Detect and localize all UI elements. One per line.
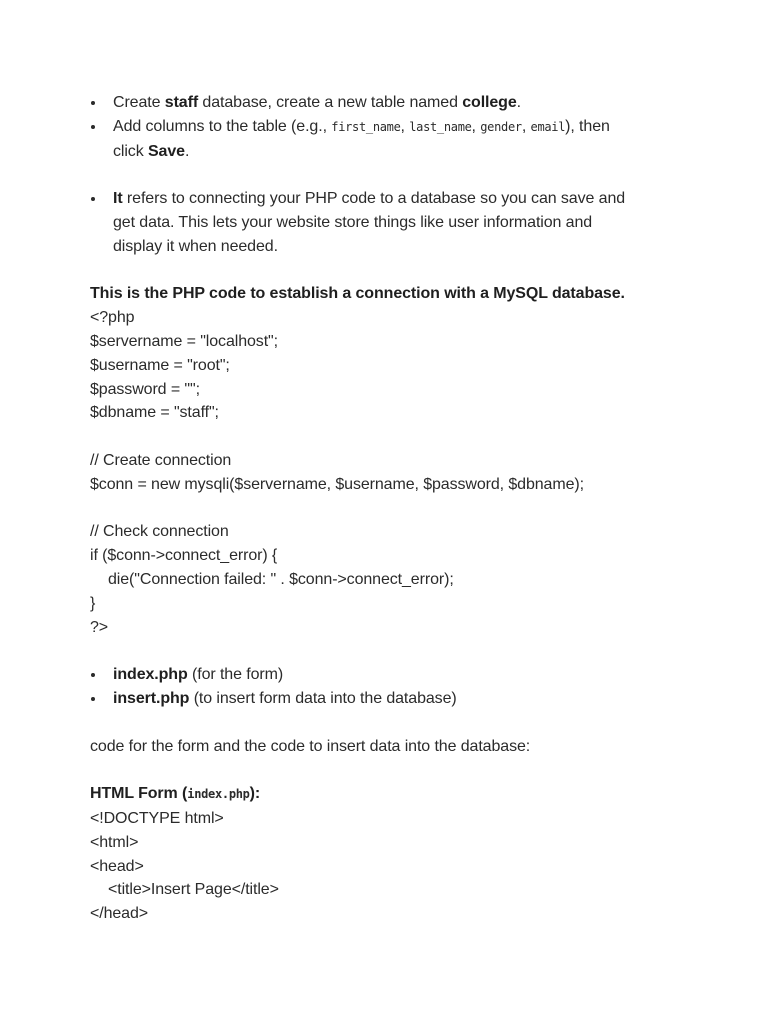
text: database, create a new table named	[198, 94, 463, 111]
text: Add columns to the table (e.g.,	[113, 117, 332, 135]
text: ,	[521, 117, 531, 135]
code-line: <head>	[90, 857, 144, 875]
code-line: <!DOCTYPE html>	[90, 809, 224, 827]
list-item	[90, 663, 690, 687]
text: .	[184, 142, 190, 160]
code-line: // Create connection	[90, 451, 232, 469]
text-bold: It	[113, 190, 123, 208]
code-line: $servername = "localhost";	[90, 332, 278, 350]
php-heading: This is the PHP code to establish a connection with a MySQL database.	[90, 285, 625, 303]
text: ), then	[565, 117, 610, 135]
file-name: index.php	[113, 666, 188, 684]
code-line: die("Connection failed: " . $conn->connect_error);	[108, 570, 454, 588]
list-item	[90, 187, 690, 258]
column-name: first_name	[331, 119, 401, 134]
code-line: $username = "root";	[90, 356, 230, 374]
intro-text: code for the form and the code to insert data into the database:	[90, 737, 531, 755]
code-line: $conn = new mysqli($servername, $username, $password, $dbname);	[90, 475, 584, 493]
setup-steps-list	[90, 91, 690, 163]
code-line: }	[90, 594, 96, 612]
list-item	[90, 687, 690, 711]
code-line: <html>	[90, 833, 139, 851]
code-line: <title>Insert Page</title>	[108, 881, 279, 899]
text: get data. This lets your website store things like user information and	[113, 213, 593, 231]
code-line: if ($conn->connect_error) {	[90, 547, 278, 565]
file-name-code: index.php	[187, 787, 250, 802]
column-name: last_name	[409, 119, 472, 134]
code-line: <?php	[90, 309, 135, 327]
file-name: insert.php	[113, 689, 190, 707]
text: Create	[113, 94, 165, 111]
column-name: email	[530, 119, 566, 134]
explanation-list	[90, 187, 690, 258]
table-name: college	[462, 94, 517, 111]
column-name: gender	[480, 119, 522, 134]
code-block-connection	[90, 306, 690, 639]
file-description: (to insert form data into the database)	[189, 689, 457, 707]
code-line: // Check connection	[90, 523, 229, 541]
text: ,	[400, 117, 410, 135]
save-label: Save	[147, 142, 185, 160]
text: click	[113, 142, 148, 160]
code-block-form	[90, 807, 690, 926]
db-name: staff	[164, 94, 199, 111]
list-item	[90, 91, 690, 115]
document-page	[90, 91, 690, 926]
files-list	[90, 663, 690, 711]
text: .	[516, 94, 522, 111]
text: ,	[471, 117, 481, 135]
code-line: ?>	[90, 618, 109, 636]
code-line: $dbname = "staff";	[90, 404, 219, 422]
list-item	[90, 115, 690, 164]
file-description: (for the form)	[187, 666, 284, 684]
code-line: $password = "";	[90, 380, 200, 398]
text: display it when needed.	[113, 237, 278, 255]
code-line: </head>	[90, 905, 149, 923]
form-heading: HTML Form (index.php):	[90, 785, 261, 803]
text: refers to connecting your PHP code to a database so you can save and	[122, 190, 626, 208]
